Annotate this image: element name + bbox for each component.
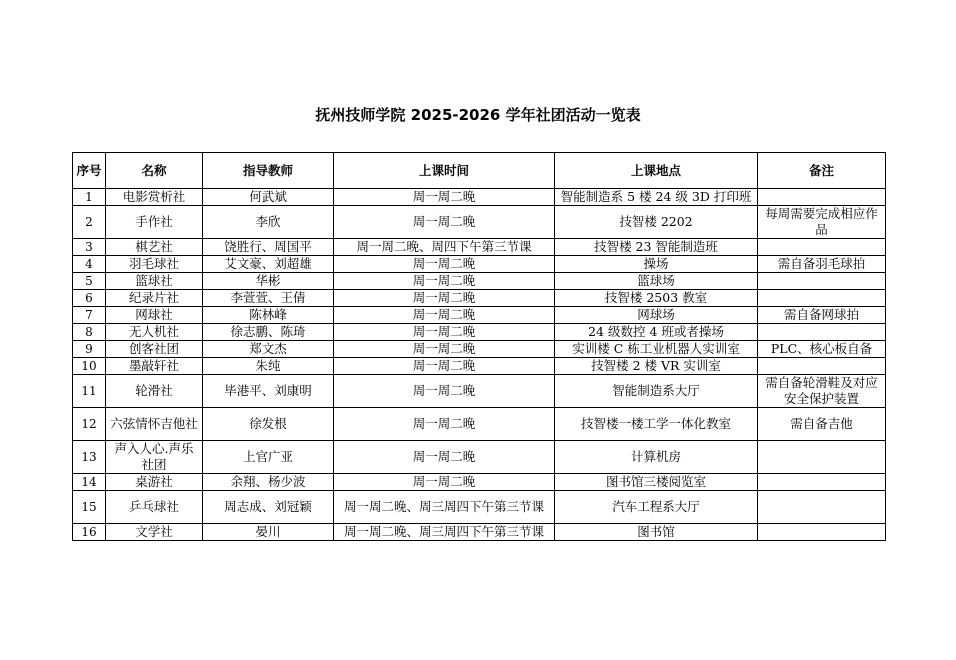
cell-time: 周一周二晚 <box>334 324 555 341</box>
cell-place: 技智楼 2202 <box>555 206 758 239</box>
cell-time: 周一周二晚、周四下午第三节课 <box>334 239 555 256</box>
cell-teacher: 华彬 <box>203 273 334 290</box>
cell-teacher: 上官广亚 <box>203 441 334 474</box>
cell-note <box>758 273 886 290</box>
cell-teacher: 余翔、杨少波 <box>203 474 334 491</box>
cell-club-name: 桌游社 <box>106 474 203 491</box>
cell-note <box>758 358 886 375</box>
table-header-row <box>73 153 886 189</box>
table-row <box>73 341 886 358</box>
cell-note: 每周需要完成相应作品 <box>758 206 886 239</box>
cell-time: 周一周二晚 <box>334 273 555 290</box>
table-row <box>73 324 886 341</box>
cell-place: 汽车工程系大厅 <box>555 491 758 524</box>
cell-teacher: 毕港平、刘康明 <box>203 375 334 408</box>
cell-note: 需自备吉他 <box>758 408 886 441</box>
cell-time: 周一周二晚 <box>334 341 555 358</box>
cell-place: 图书馆 <box>555 524 758 541</box>
cell-time: 周一周二晚、周三周四下午第三节课 <box>334 491 555 524</box>
cell-place: 计算机房 <box>555 441 758 474</box>
cell-number: 1 <box>73 189 106 206</box>
cell-number: 11 <box>73 375 106 408</box>
cell-note <box>758 524 886 541</box>
cell-number: 12 <box>73 408 106 441</box>
cell-number: 15 <box>73 491 106 524</box>
club-activity-table <box>72 152 886 541</box>
cell-club-name: 轮滑社 <box>106 375 203 408</box>
table-row <box>73 206 886 239</box>
cell-note <box>758 324 886 341</box>
table-row <box>73 491 886 524</box>
cell-note <box>758 290 886 307</box>
cell-place: 技智楼 23 智能制造班 <box>555 239 758 256</box>
cell-note <box>758 239 886 256</box>
cell-teacher: 徐志鹏、陈琦 <box>203 324 334 341</box>
table-row <box>73 256 886 273</box>
cell-teacher: 徐发根 <box>203 408 334 441</box>
cell-number: 7 <box>73 307 106 324</box>
cell-number: 8 <box>73 324 106 341</box>
table-row <box>73 290 886 307</box>
cell-time: 周一周二晚 <box>334 206 555 239</box>
table-row <box>73 474 886 491</box>
cell-time: 周一周二晚 <box>334 189 555 206</box>
table-row <box>73 239 886 256</box>
table-row <box>73 375 886 408</box>
cell-club-name: 羽毛球社 <box>106 256 203 273</box>
cell-note <box>758 474 886 491</box>
cell-club-name: 网球社 <box>106 307 203 324</box>
cell-number: 13 <box>73 441 106 474</box>
cell-note: 需自备轮滑鞋及对应安全保护装置 <box>758 375 886 408</box>
cell-place: 图书馆三楼阅览室 <box>555 474 758 491</box>
cell-time: 周一周二晚 <box>334 375 555 408</box>
table-row <box>73 273 886 290</box>
cell-note <box>758 441 886 474</box>
cell-club-name: 六弦情怀吉他社 <box>106 408 203 441</box>
header-teacher: 指导教师 <box>203 153 334 189</box>
table-row <box>73 189 886 206</box>
cell-club-name: 手作社 <box>106 206 203 239</box>
cell-time: 周一周二晚 <box>334 256 555 273</box>
table-row <box>73 441 886 474</box>
cell-place: 技智楼一楼工学一体化教室 <box>555 408 758 441</box>
cell-teacher: 饶胜行、周国平 <box>203 239 334 256</box>
cell-time: 周一周二晚 <box>334 441 555 474</box>
cell-club-name: 墨敲轩社 <box>106 358 203 375</box>
cell-place: 智能制造系 5 楼 24 级 3D 打印班 <box>555 189 758 206</box>
cell-club-name: 篮球社 <box>106 273 203 290</box>
cell-time: 周一周二晚 <box>334 290 555 307</box>
cell-time: 周一周二晚 <box>334 408 555 441</box>
table-row <box>73 307 886 324</box>
cell-place: 篮球场 <box>555 273 758 290</box>
cell-number: 16 <box>73 524 106 541</box>
cell-place: 技智楼 2503 教室 <box>555 290 758 307</box>
cell-note: PLC、核心板自备 <box>758 341 886 358</box>
cell-place: 技智楼 2 楼 VR 实训室 <box>555 358 758 375</box>
cell-time: 周一周二晚 <box>334 307 555 324</box>
cell-number: 14 <box>73 474 106 491</box>
cell-club-name: 棋艺社 <box>106 239 203 256</box>
cell-number: 4 <box>73 256 106 273</box>
cell-note <box>758 189 886 206</box>
cell-teacher: 何武斌 <box>203 189 334 206</box>
header-name: 名称 <box>106 153 203 189</box>
cell-note: 需自备羽毛球拍 <box>758 256 886 273</box>
cell-time: 周一周二晚 <box>334 474 555 491</box>
header-number: 序号 <box>73 153 106 189</box>
cell-number: 2 <box>73 206 106 239</box>
cell-club-name: 无人机社 <box>106 324 203 341</box>
cell-place: 24 级数控 4 班或者操场 <box>555 324 758 341</box>
cell-club-name: 创客社团 <box>106 341 203 358</box>
table-row <box>73 358 886 375</box>
cell-place: 网球场 <box>555 307 758 324</box>
cell-number: 6 <box>73 290 106 307</box>
table-row <box>73 524 886 541</box>
header-time: 上课时间 <box>334 153 555 189</box>
cell-number: 5 <box>73 273 106 290</box>
document-title: 抚州技师学院 2025-2026 学年社团活动一览表 <box>315 106 641 124</box>
cell-number: 3 <box>73 239 106 256</box>
cell-teacher: 周志成、刘冠颖 <box>203 491 334 524</box>
header-place: 上课地点 <box>555 153 758 189</box>
cell-number: 10 <box>73 358 106 375</box>
header-note: 备注 <box>758 153 886 189</box>
cell-club-name: 声入人心.声乐社团 <box>106 441 203 474</box>
cell-teacher: 李萱萱、王倩 <box>203 290 334 307</box>
cell-time: 周一周二晚 <box>334 358 555 375</box>
cell-note <box>758 491 886 524</box>
cell-club-name: 乒乓球社 <box>106 491 203 524</box>
cell-number: 9 <box>73 341 106 358</box>
cell-teacher: 郑文杰 <box>203 341 334 358</box>
cell-club-name: 电影赏析社 <box>106 189 203 206</box>
table-row <box>73 408 886 441</box>
cell-place: 智能制造系大厅 <box>555 375 758 408</box>
cell-teacher: 李欣 <box>203 206 334 239</box>
cell-teacher: 晏川 <box>203 524 334 541</box>
cell-teacher: 陈林峰 <box>203 307 334 324</box>
cell-note: 需自备网球拍 <box>758 307 886 324</box>
cell-club-name: 纪录片社 <box>106 290 203 307</box>
cell-teacher: 朱纯 <box>203 358 334 375</box>
cell-club-name: 文学社 <box>106 524 203 541</box>
cell-place: 操场 <box>555 256 758 273</box>
cell-teacher: 艾文豪、刘超雄 <box>203 256 334 273</box>
cell-time: 周一周二晚、周三周四下午第三节课 <box>334 524 555 541</box>
cell-place: 实训楼 C 栋工业机器人实训室 <box>555 341 758 358</box>
